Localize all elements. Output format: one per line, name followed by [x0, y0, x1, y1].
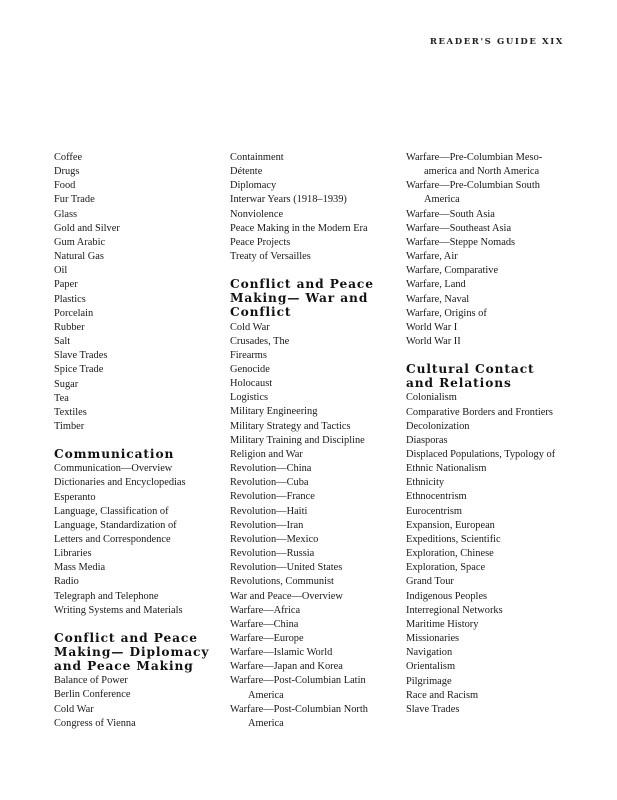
index-entry: Religion and War — [230, 448, 303, 460]
index-entry: Paper — [54, 279, 78, 291]
index-entry: Containment — [230, 152, 284, 163]
index-entry: Race and Racism — [406, 689, 479, 701]
war-and-conflict-list — [230, 321, 400, 732]
index-entry: Salt — [54, 336, 71, 348]
index-entry: Warfare—Africa — [230, 604, 301, 616]
cultural-contact-list — [406, 391, 566, 717]
index-entry: Crusades, The — [230, 335, 290, 347]
index-entry: Fur Trade — [54, 194, 95, 206]
running-head: READER'S GUIDE XIX — [429, 37, 564, 47]
index-entry: Communication—Overview — [54, 463, 173, 475]
index-entry: Writing Systems and Materials — [54, 604, 183, 616]
index-entry: Slave Trades — [406, 703, 460, 715]
index-entry: Diplomacy — [230, 180, 277, 192]
index-entry: Ethnocentrism — [406, 491, 467, 503]
section-heading-war-and-conflict: Conflict and Peace Making— War and Conflict — [230, 277, 374, 320]
index-entry: Military Training and Discipline — [230, 434, 365, 446]
index-entry: Rubber — [54, 321, 85, 333]
index-entry: Cold War — [230, 321, 270, 333]
index-entry: Treaty of Versailles — [230, 251, 311, 263]
index-entry: Revolutions, Communist — [230, 576, 334, 588]
index-entry: Libraries — [54, 548, 92, 560]
index-entry: Warfare, Land — [406, 279, 466, 291]
index-entry: Dictionaries and Encyclopedias — [54, 477, 186, 489]
index-entry: Warfare—China — [230, 618, 299, 630]
index-entry: Colonialism — [406, 392, 457, 404]
index-entry: Warfare—Pre-Columbian South America — [406, 180, 540, 206]
index-entry: Slave Trades — [54, 350, 108, 362]
index-entry: Warfare—South Asia — [406, 208, 495, 220]
index-entry: Genocide — [230, 364, 270, 375]
diplomacy-continued-list — [230, 151, 400, 264]
index-entry: Ethnic Nationalism — [406, 463, 487, 475]
index-entry: Revolution—Iran — [230, 519, 304, 531]
index-entry: Spice Trade — [54, 364, 104, 376]
index-entry: Warfare—Islamic World — [230, 647, 333, 659]
index-entry: Interregional Networks — [406, 604, 503, 616]
index-entry: Peace Making in the Modern Era — [230, 222, 368, 234]
section-heading-cultural-contact: Cultural Contact and Relations — [406, 362, 535, 391]
index-entry: Pilgrimage — [406, 675, 452, 687]
index-entry: Tea — [54, 392, 69, 404]
index-entry: Displaced Populations, Typology of — [406, 449, 556, 460]
index-column-1 — [54, 151, 224, 731]
index-entry: Warfare—Southeast Asia — [406, 222, 512, 234]
index-entry: Warfare—Steppe Nomads — [406, 236, 516, 248]
index-entry: War and Peace—Overview — [230, 590, 343, 602]
index-entry: Textiles — [54, 406, 87, 418]
index-entry: Telegraph and Telephone — [54, 590, 159, 602]
index-entry: Language, Classification of — [54, 505, 169, 517]
index-entry: Coffee — [54, 152, 83, 163]
index-entry: Balance of Power — [54, 675, 128, 687]
index-entry: Warfare—Pre-Columbian Meso-america and North America — [406, 152, 543, 178]
index-entry: World War I — [406, 321, 458, 333]
index-entry: Nonviolence — [230, 208, 284, 220]
index-entry: Comparative Borders and Frontiers — [406, 406, 553, 418]
index-entry: Gold and Silver — [54, 222, 120, 234]
section-heading-communication: Communication — [54, 447, 175, 462]
index-entry: Grand Tour — [406, 576, 454, 588]
index-entry: Warfare, Origins of — [406, 307, 487, 319]
index-entry: Glass — [54, 208, 78, 220]
index-entry: Radio — [54, 576, 79, 588]
index-entry: Missionaries — [406, 633, 460, 645]
index-entry: Revolution—Haiti — [230, 505, 308, 517]
index-entry: Expeditions, Scientific — [406, 533, 501, 545]
index-entry: Revolution—Cuba — [230, 477, 309, 489]
index-entry: Interwar Years (1918–1939) — [230, 194, 347, 206]
index-entry: Exploration, Space — [406, 562, 486, 574]
index-entry: Timber — [54, 420, 85, 432]
index-entry: Cold War — [54, 703, 94, 715]
index-entry: Warfare—Post-Columbian Latin America — [230, 675, 366, 701]
index-entry: Ethnicity — [406, 477, 445, 489]
index-entry: Warfare—Europe — [230, 632, 304, 644]
index-entry: Peace Projects — [230, 236, 291, 248]
index-entry: Congress of Vienna — [54, 717, 136, 729]
index-entry: Revolution—Mexico — [230, 533, 319, 545]
index-entry: Food — [54, 180, 76, 192]
index-entry: Exploration, Chinese — [406, 548, 494, 560]
index-entry: Mass Media — [54, 562, 106, 574]
index-entry: Porcelain — [54, 307, 94, 319]
diplomacy-list — [54, 674, 224, 731]
index-entry: Military Engineering — [230, 406, 318, 418]
index-entry: Diasporas — [406, 434, 448, 446]
index-entry: Warfare, Comparative — [406, 265, 499, 277]
war-continued-list — [406, 151, 566, 349]
index-entry: Revolution—United States — [230, 562, 343, 574]
section-heading-diplomacy: Conflict and Peace Making— Diplomacy and Peace Making — [54, 630, 210, 674]
index-column-3 — [406, 151, 566, 717]
index-entry: Esperanto — [54, 491, 96, 503]
index-entry: Logistics — [230, 392, 269, 404]
index-entry: Oil — [54, 265, 68, 277]
index-entry: Navigation — [406, 647, 453, 659]
index-entry: Warfare, Naval — [406, 293, 470, 305]
index-entry: Warfare—Post-Columbian North America — [230, 703, 368, 729]
index-entry: Natural Gas — [54, 251, 104, 263]
index-entry: Drugs — [54, 166, 80, 178]
index-entry: Orientalism — [406, 661, 456, 673]
index-entry: Language, Standardization of — [54, 519, 177, 531]
index-entry: Letters and Correspondence — [54, 534, 171, 545]
commodities-list — [54, 151, 224, 434]
index-entry: Expansion, European — [406, 519, 495, 531]
index-entry: Decolonization — [406, 420, 470, 432]
index-entry: Revolution—China — [230, 463, 312, 475]
index-entry: Firearms — [230, 349, 267, 361]
index-entry: Eurocentrism — [406, 505, 462, 517]
index-entry: Sugar — [54, 378, 79, 390]
index-entry: Warfare—Japan and Korea — [230, 661, 343, 673]
index-column-2 — [230, 151, 400, 731]
index-entry: Revolution—Russia — [230, 548, 315, 560]
index-entry: World War II — [406, 336, 461, 348]
index-entry: Indigenous Peoples — [406, 590, 488, 602]
index-entry: Maritime History — [406, 618, 479, 630]
index-entry: Holocaust — [230, 378, 273, 390]
index-entry: Berlin Conference — [54, 689, 131, 701]
index-entry: Military Strategy and Tactics — [230, 420, 351, 432]
index-entry: Gum Arabic — [54, 236, 106, 248]
index-entry: Plastics — [54, 293, 86, 305]
communication-list — [54, 462, 224, 618]
index-entry: Revolution—France — [230, 491, 315, 503]
index-entry: Détente — [230, 166, 263, 178]
index-entry: Warfare, Air — [406, 251, 458, 263]
